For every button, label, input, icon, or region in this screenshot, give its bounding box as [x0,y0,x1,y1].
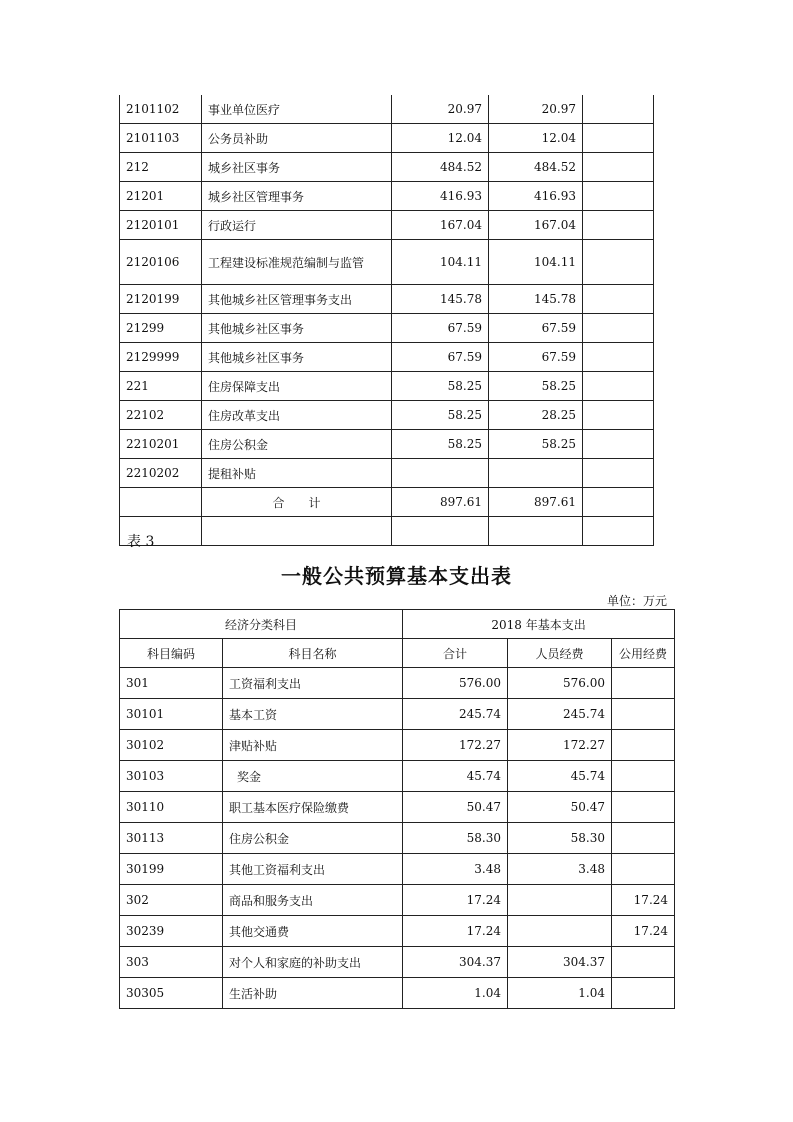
row-code: 301 [120,668,223,699]
row-value-1: 67.59 [392,314,489,343]
header-public: 公用经费 [612,639,675,668]
row-total: 576.00 [403,668,508,699]
table-row [120,854,675,885]
row-name: 其他城乡社区事务 [202,343,392,372]
row-value-3 [583,240,654,285]
row-public [612,978,675,1009]
row-value-2: 58.25 [489,372,583,401]
row-name: 城乡社区管理事务 [202,182,392,211]
row-code: 30305 [120,978,223,1009]
row-personnel [508,885,612,916]
expenditure-table-continued [119,95,654,546]
row-personnel: 50.47 [508,792,612,823]
row-code: 2120101 [120,211,202,240]
unit-label: 单位：万元 [606,594,667,608]
header-2018-basic-expenditure: 2018 年基本支出 [403,610,675,639]
total-label: 合 计 [202,488,392,517]
table-row [120,885,675,916]
row-code: 30199 [120,854,223,885]
row-value-3 [583,401,654,430]
table-row [120,124,654,153]
row-name: 公务员补助 [202,124,392,153]
row-code: 30110 [120,792,223,823]
row-value-2: 28.25 [489,401,583,430]
row-value-1: 104.11 [392,240,489,285]
row-personnel: 172.27 [508,730,612,761]
row-value-2: 167.04 [489,211,583,240]
header-personnel: 人员经费 [508,639,612,668]
total-value-2: 897.61 [489,488,583,517]
row-code: 2120106 [120,240,202,285]
row-value-1: 416.93 [392,182,489,211]
row-name: 住房公积金 [202,430,392,459]
row-value-3 [583,285,654,314]
row-value-1: 58.25 [392,401,489,430]
row-value-1: 145.78 [392,285,489,314]
page-title: 一般公共预算基本支出表 [281,564,512,588]
table-row [120,668,675,699]
row-public [612,761,675,792]
row-code: 30103 [120,761,223,792]
row-name: 提租补贴 [202,459,392,488]
row-total: 304.37 [403,947,508,978]
total-code [120,488,202,517]
row-code: 2101102 [120,95,202,124]
row-public [612,854,675,885]
table-row [120,240,654,285]
row-code: 21299 [120,314,202,343]
row-public [612,730,675,761]
row-total: 50.47 [403,792,508,823]
row-value-2: 416.93 [489,182,583,211]
group-header-row [120,610,675,639]
table-row [120,285,654,314]
row-code: 2210202 [120,459,202,488]
blank-cell [583,517,654,546]
row-name: 其他城乡社区事务 [202,314,392,343]
row-code: 303 [120,947,223,978]
column-header-row [120,639,675,668]
table-row [120,792,675,823]
table-row [120,761,675,792]
total-value-1: 897.61 [392,488,489,517]
row-code: 30102 [120,730,223,761]
row-code: 22102 [120,401,202,430]
row-value-3 [583,430,654,459]
row-personnel [508,916,612,947]
row-personnel: 245.74 [508,699,612,730]
row-value-1: 58.25 [392,430,489,459]
table-row [120,459,654,488]
blank-row [120,517,654,546]
row-value-3 [583,124,654,153]
row-code: 2101103 [120,124,202,153]
blank-cell [392,517,489,546]
total-value-3 [583,488,654,517]
table-row [120,699,675,730]
row-value-2 [489,459,583,488]
row-public: 17.24 [612,885,675,916]
row-name: 住房保障支出 [202,372,392,401]
table-row [120,978,675,1009]
table-row [120,343,654,372]
row-total: 45.74 [403,761,508,792]
row-personnel: 45.74 [508,761,612,792]
row-public [612,792,675,823]
row-total: 1.04 [403,978,508,1009]
row-value-1: 58.25 [392,372,489,401]
row-value-1: 167.04 [392,211,489,240]
row-name: 其他交通费 [223,916,403,947]
table-number-label: 表 3 [127,534,155,550]
table-row [120,153,654,182]
row-name: 对个人和家庭的补助支出 [223,947,403,978]
table-row [120,947,675,978]
row-total: 172.27 [403,730,508,761]
row-total: 3.48 [403,854,508,885]
row-name: 其他城乡社区管理事务支出 [202,285,392,314]
row-value-3 [583,459,654,488]
row-value-1: 12.04 [392,124,489,153]
table-row [120,401,654,430]
basic-expenditure-table [119,609,675,1009]
row-code: 21201 [120,182,202,211]
blank-cell [489,517,583,546]
total-row [120,488,654,517]
row-public [612,823,675,854]
row-code: 30101 [120,699,223,730]
row-name: 行政运行 [202,211,392,240]
table-row [120,372,654,401]
row-public [612,668,675,699]
table-row [120,95,654,124]
row-name: 住房改革支出 [202,401,392,430]
row-code: 221 [120,372,202,401]
row-code: 302 [120,885,223,916]
row-value-3 [583,95,654,124]
row-name: 工资福利支出 [223,668,403,699]
table-row [120,823,675,854]
row-name: 工程建设标准规范编制与监管 [202,240,392,285]
row-personnel: 304.37 [508,947,612,978]
row-name: 其他工资福利支出 [223,854,403,885]
row-name: 基本工资 [223,699,403,730]
table-row [120,916,675,947]
row-value-3 [583,314,654,343]
header-total: 合计 [403,639,508,668]
row-value-2: 12.04 [489,124,583,153]
row-value-2: 104.11 [489,240,583,285]
row-value-2: 67.59 [489,343,583,372]
row-name: 城乡社区事务 [202,153,392,182]
table-row [120,730,675,761]
row-total: 58.30 [403,823,508,854]
row-value-2: 484.52 [489,153,583,182]
table-row [120,430,654,459]
row-value-2: 58.25 [489,430,583,459]
row-value-3 [583,372,654,401]
row-value-1: 20.97 [392,95,489,124]
header-economic-classification: 经济分类科目 [120,610,403,639]
row-code: 30239 [120,916,223,947]
row-value-2: 145.78 [489,285,583,314]
row-personnel: 576.00 [508,668,612,699]
row-personnel: 3.48 [508,854,612,885]
row-name: 商品和服务支出 [223,885,403,916]
row-value-3 [583,211,654,240]
row-value-3 [583,343,654,372]
row-name: 住房公积金 [223,823,403,854]
table-row [120,211,654,240]
row-name: 奖金 [223,761,403,792]
row-code: 212 [120,153,202,182]
row-public: 17.24 [612,916,675,947]
row-value-1: 67.59 [392,343,489,372]
table-row [120,314,654,343]
row-total: 17.24 [403,916,508,947]
row-value-3 [583,153,654,182]
row-name: 事业单位医疗 [202,95,392,124]
blank-cell [202,517,392,546]
row-public [612,947,675,978]
row-total: 245.74 [403,699,508,730]
row-name: 职工基本医疗保险缴费 [223,792,403,823]
row-value-1 [392,459,489,488]
row-public [612,699,675,730]
row-value-1: 484.52 [392,153,489,182]
row-value-2: 67.59 [489,314,583,343]
row-total: 17.24 [403,885,508,916]
row-value-3 [583,182,654,211]
row-personnel: 58.30 [508,823,612,854]
row-code: 2129999 [120,343,202,372]
row-personnel: 1.04 [508,978,612,1009]
row-name: 津贴补贴 [223,730,403,761]
row-code: 30113 [120,823,223,854]
row-code: 2210201 [120,430,202,459]
header-code: 科目编码 [120,639,223,668]
row-name: 生活补助 [223,978,403,1009]
row-value-2: 20.97 [489,95,583,124]
header-name: 科目名称 [223,639,403,668]
table-row [120,182,654,211]
row-code: 2120199 [120,285,202,314]
